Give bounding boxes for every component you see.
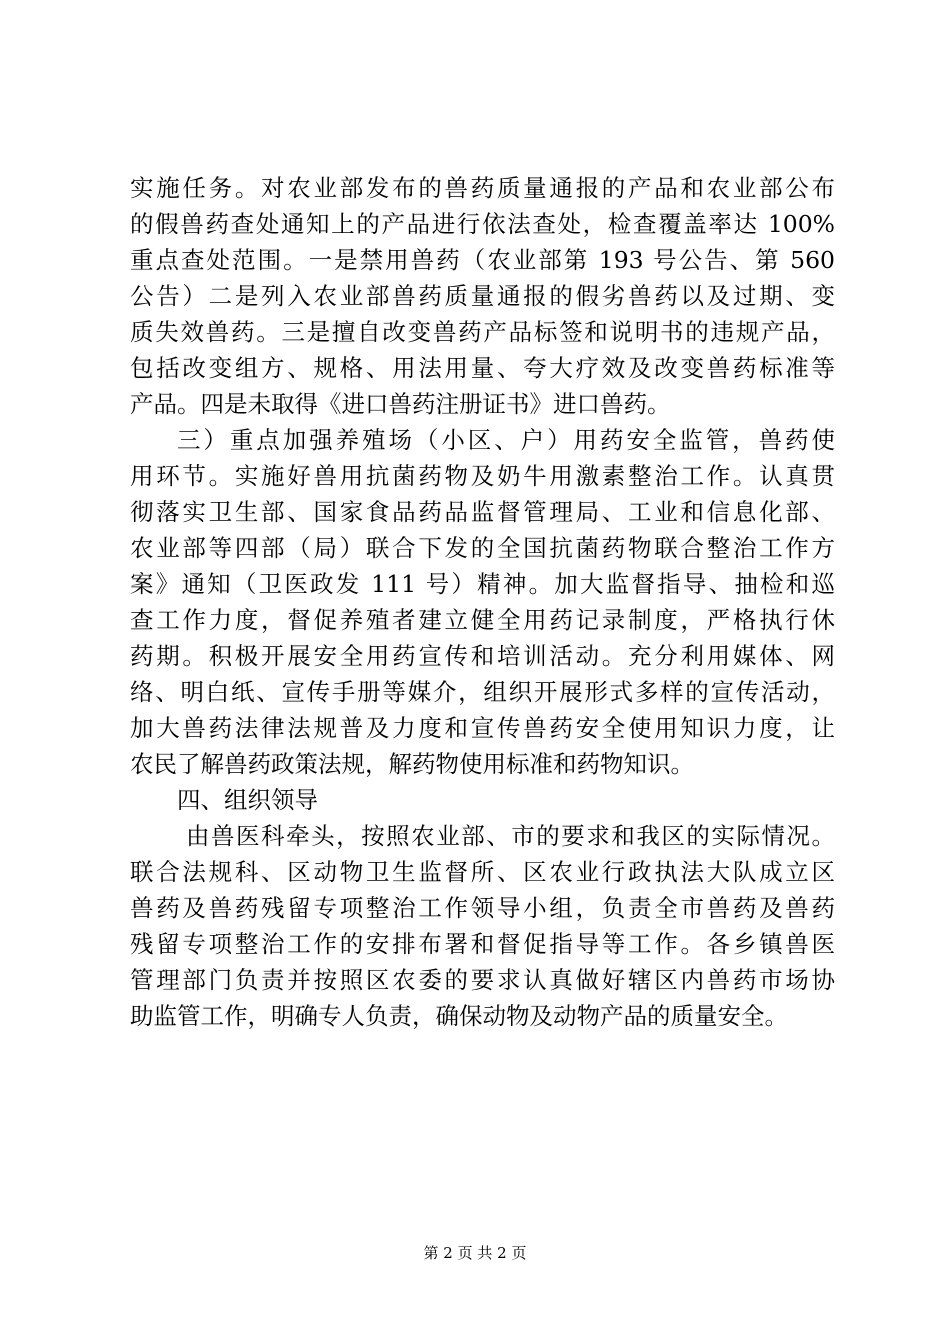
text-line: 助监管工作，明确专人负责，确保动物及动物产品的质量安全。	[130, 1002, 788, 1030]
text-line: 产品。四是未取得《进口兽药注册证书》进口兽药。	[130, 390, 671, 418]
text-line: 兽药及兽药残留专项整治工作领导小组，负责全市兽药及兽药	[130, 894, 835, 922]
text-line: 农民了解兽药政策法规，解药物使用标准和药物知识。	[130, 750, 694, 778]
text-line: 的假兽药查处通知上的产品进行依法查处，检查覆盖率达 100%	[130, 210, 835, 238]
text-line: 三）重点加强养殖场（小区、户）用药安全监管，兽药使	[177, 426, 835, 454]
text-line: 彻落实卫生部、国家食品药品监督管理局、工业和信息化部、	[130, 498, 835, 526]
section-heading: 四、组织领导	[177, 786, 318, 814]
text-line: 残留专项整治工作的安排布署和督促指导等工作。各乡镇兽医	[130, 930, 835, 958]
text-line: 公告）二是列入农业部兽药质量通报的假劣兽药以及过期、变	[130, 282, 835, 310]
text-line: 查工作力度，督促养殖者建立健全用药记录制度，严格执行休	[130, 606, 835, 634]
page-footer	[0, 1243, 950, 1263]
text-line: 加大兽药法律法规普及力度和宣传兽药安全使用知识力度，让	[130, 714, 835, 742]
text-line: 用环节。实施好兽用抗菌药物及奶牛用激素整治工作。认真贯	[130, 462, 835, 490]
text-line: 案》通知（卫医政发 111 号）精神。加大监督指导、抽检和巡	[130, 570, 835, 598]
text-line: 由兽医科牵头，按照农业部、市的要求和我区的实际情况。	[186, 822, 835, 850]
text-line: 包括改变组方、规格、用法用量、夸大疗效及改变兽药标准等	[130, 354, 835, 382]
text-line: 络、明白纸、宣传手册等媒介，组织开展形式多样的宣传活动，	[130, 678, 835, 706]
text-line: 农业部等四部（局）联合下发的全国抗菌药物联合整治工作方	[130, 534, 835, 562]
text-line: 药期。积极开展安全用药宣传和培训活动。充分利用媒体、网	[130, 642, 835, 670]
text-line: 质失效兽药。三是擅自改变兽药产品标签和说明书的违规产品，	[130, 318, 835, 346]
text-line: 联合法规科、区动物卫生监督所、区农业行政执法大队成立区	[130, 858, 835, 886]
text-line: 管理部门负责并按照区农委的要求认真做好辖区内兽药市场协	[130, 966, 835, 994]
text-line: 实施任务。对农业部发布的兽药质量通报的产品和农业部公布	[130, 174, 835, 202]
page-number: 第 2 页 共 2 页	[423, 1244, 527, 1262]
text-line: 重点查处范围。一是禁用兽药（农业部第 193 号公告、第 560	[130, 246, 835, 274]
document-body	[130, 170, 835, 1034]
